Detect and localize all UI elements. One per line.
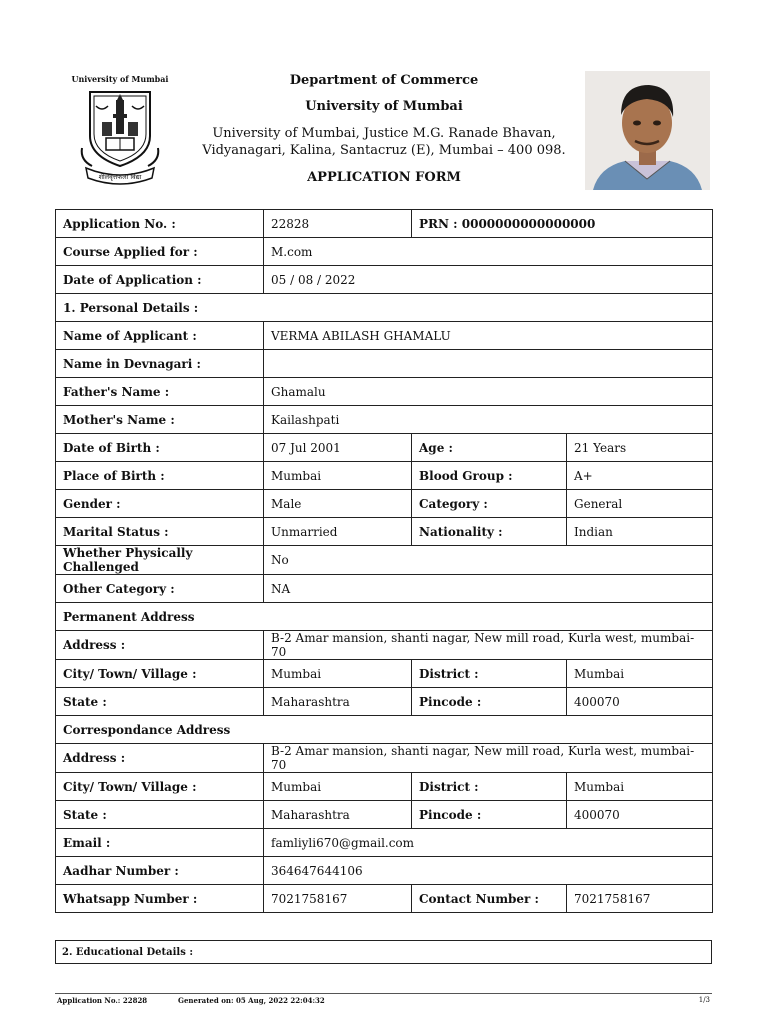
- pob-label: Place of Birth :: [56, 462, 264, 490]
- category-value: General: [567, 490, 713, 518]
- father-label: Father's Name :: [56, 378, 264, 406]
- table-row: [56, 350, 713, 378]
- logo-motto: शीलवृत्तफला विद्या: [98, 173, 142, 181]
- table-row: [56, 857, 713, 885]
- gender-value: Male: [264, 490, 412, 518]
- table-row: [56, 210, 713, 238]
- corr-pincode-label: Pincode :: [412, 801, 567, 829]
- mother-value: Kailashpati: [264, 406, 713, 434]
- corr-pincode-value: 400070: [567, 801, 713, 829]
- table-row: [56, 490, 713, 518]
- corr-city-label: City/ Town/ Village :: [56, 773, 264, 801]
- table-row: [56, 294, 713, 322]
- course-label: Course Applied for :: [56, 238, 264, 266]
- perm-district-label: District :: [412, 660, 567, 688]
- dob-label: Date of Birth :: [56, 434, 264, 462]
- correspondance-address-heading: Correspondance Address: [56, 716, 713, 744]
- corr-district-label: District :: [412, 773, 567, 801]
- physically-challenged-value: No: [264, 546, 713, 575]
- footer-divider: [55, 993, 712, 994]
- application-form-table: [55, 209, 713, 913]
- application-no-label: Application No. :: [56, 210, 264, 238]
- table-row: [56, 322, 713, 350]
- marital-value: Unmarried: [264, 518, 412, 546]
- whatsapp-label: Whatsapp Number :: [56, 885, 264, 913]
- table-row: [56, 801, 713, 829]
- whatsapp-value: 7021758167: [264, 885, 412, 913]
- educational-details-heading: 2. Educational Details :: [55, 940, 712, 964]
- corr-address-value: B-2 Amar mansion, shanti nagar, New mill road, Kurla west, mumbai-70: [264, 744, 713, 773]
- name-label: Name of Applicant :: [56, 322, 264, 350]
- table-row: [56, 829, 713, 857]
- address-line-1: University of Mumbai, Justice M.G. Ranade Bhavan,: [212, 126, 556, 141]
- aadhar-value: 364647644106: [264, 857, 713, 885]
- form-title: APPLICATION FORM: [307, 170, 461, 185]
- footer-page-number: 1/3: [698, 996, 710, 1004]
- age-value: 21 Years: [567, 434, 713, 462]
- table-row: [56, 631, 713, 660]
- perm-state-label: State :: [56, 688, 264, 716]
- category-label: Category :: [412, 490, 567, 518]
- table-row: [56, 406, 713, 434]
- personal-details-heading: 1. Personal Details :: [56, 294, 713, 322]
- permanent-address-heading: Permanent Address: [56, 603, 713, 631]
- perm-city-value: Mumbai: [264, 660, 412, 688]
- physically-label-line-1: Whether Physically: [63, 546, 193, 560]
- corr-state-label: State :: [56, 801, 264, 829]
- table-row: [56, 885, 713, 913]
- perm-state-value: Maharashtra: [264, 688, 412, 716]
- applicant-photo: [585, 71, 710, 190]
- date-label: Date of Application :: [56, 266, 264, 294]
- email-label: Email :: [56, 829, 264, 857]
- table-row: [56, 434, 713, 462]
- footer-application-no: Application No.: 22828: [57, 996, 148, 1005]
- other-category-value: NA: [264, 575, 713, 603]
- name-value: VERMA ABILASH GHAMALU: [264, 322, 713, 350]
- person-photo-icon: [585, 71, 710, 190]
- table-row: [56, 688, 713, 716]
- perm-district-value: Mumbai: [567, 660, 713, 688]
- devnagari-value: [264, 350, 713, 378]
- logo-title: University of Mumbai: [71, 74, 169, 84]
- table-row: [56, 575, 713, 603]
- perm-address-value: B-2 Amar mansion, shanti nagar, New mill road, Kurla west, mumbai-70: [264, 631, 713, 660]
- perm-pincode-label: Pincode :: [412, 688, 567, 716]
- other-category-label: Other Category :: [56, 575, 264, 603]
- table-row: [56, 744, 713, 773]
- pob-value: Mumbai: [264, 462, 412, 490]
- university-logo: [70, 74, 170, 186]
- contact-label: Contact Number :: [412, 885, 567, 913]
- footer-generated-on: Generated on: 05 Aug, 2022 22:04:32: [178, 996, 325, 1005]
- table-row: [56, 546, 713, 575]
- age-label: Age :: [412, 434, 567, 462]
- perm-address-label: Address :: [56, 631, 264, 660]
- address-line-2: Vidyanagari, Kalina, Santacruz (E), Mumbai – 400 098.: [202, 143, 566, 158]
- nationality-value: Indian: [567, 518, 713, 546]
- mother-label: Mother's Name :: [56, 406, 264, 434]
- table-row: [56, 660, 713, 688]
- corr-district-value: Mumbai: [567, 773, 713, 801]
- aadhar-label: Aadhar Number :: [56, 857, 264, 885]
- blood-group-value: A+: [567, 462, 713, 490]
- table-row: [56, 518, 713, 546]
- table-row: [56, 603, 713, 631]
- gender-label: Gender :: [56, 490, 264, 518]
- table-row: [56, 773, 713, 801]
- perm-pincode-value: 400070: [567, 688, 713, 716]
- email-value: famliyli670@gmail.com: [264, 829, 713, 857]
- table-row: [56, 378, 713, 406]
- contact-value: 7021758167: [567, 885, 713, 913]
- physically-label-line-2: Challenged: [63, 560, 139, 574]
- table-row: [56, 462, 713, 490]
- corr-state-value: Maharashtra: [264, 801, 412, 829]
- marital-label: Marital Status :: [56, 518, 264, 546]
- corr-address-label: Address :: [56, 744, 264, 773]
- university-address: [195, 125, 573, 159]
- table-row: [56, 266, 713, 294]
- dob-value: 07 Jul 2001: [264, 434, 412, 462]
- nationality-label: Nationality :: [412, 518, 567, 546]
- perm-city-label: City/ Town/ Village :: [56, 660, 264, 688]
- university-crest-icon: [72, 86, 168, 186]
- physically-challenged-label: [56, 546, 264, 575]
- father-value: Ghamalu: [264, 378, 713, 406]
- table-row: [56, 716, 713, 744]
- date-value: 05 / 08 / 2022: [264, 266, 713, 294]
- prn-value: PRN : 0000000000000000: [412, 210, 713, 238]
- application-no-value: 22828: [264, 210, 412, 238]
- corr-city-value: Mumbai: [264, 773, 412, 801]
- devnagari-label: Name in Devnagari :: [56, 350, 264, 378]
- department-title: Department of Commerce: [289, 73, 479, 88]
- blood-group-label: Blood Group :: [412, 462, 567, 490]
- table-row: [56, 238, 713, 266]
- course-value: M.com: [264, 238, 713, 266]
- university-title: University of Mumbai: [305, 99, 463, 114]
